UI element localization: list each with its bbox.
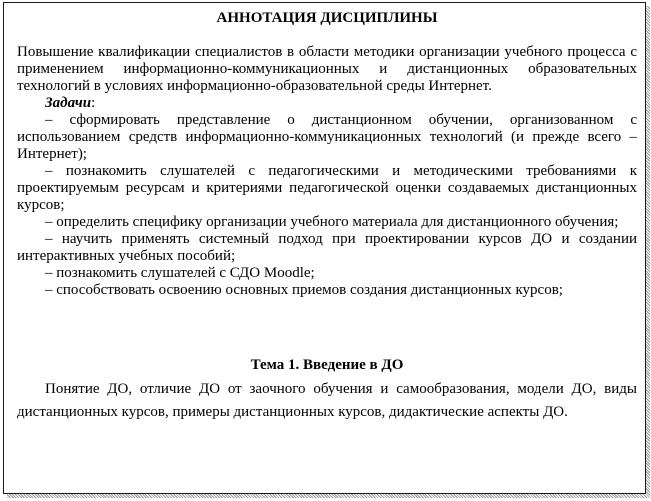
annotation-content xyxy=(17,10,637,424)
task-item: – научить применять системный подход при проектировании курсов ДО и создании интерактивных учебных пособий; xyxy=(17,231,637,264)
task-item: – познакомить слушателей с СДО Moodle; xyxy=(45,265,315,281)
tasks-label: Задачи xyxy=(45,95,92,111)
topic-body: Понятие ДО, отличие ДО от заочного обучения и самообразования, модели ДО, виды дистанционных курсов, примеры дистанционных курсов, дидактические аспекты ДО. xyxy=(17,381,637,420)
topic-title: Тема 1. Введение в ДО xyxy=(250,357,404,373)
task-item: – сформировать представление о дистанционном обучении, организованном с использованием средств информационно-коммуникационных технологий (и прежде всего – Интернет); xyxy=(17,112,637,162)
intro-paragraph: Повышение квалификации специалистов в области методики организации учебного процесса с применением информационно-коммуникационных и дистанционных образовательных технологий в условиях информационно-образовательной среды Интернет. xyxy=(17,44,637,94)
task-item: – познакомить слушателей с педагогическими и методическими требованиями к проектируемым ресурсам и критериями педагогической оценки создаваемых дистанционных курсов; xyxy=(17,163,637,213)
annotation-title: АННОТАЦИЯ ДИСЦИПЛИНЫ xyxy=(216,10,438,26)
tasks-heading xyxy=(17,95,637,112)
tasks-colon: : xyxy=(91,95,96,111)
task-item: – определить специфику организации учебного материала для дистанционного обучения; xyxy=(45,214,619,230)
task-item: – способствовать освоению основных приемов создания дистанционных курсов; xyxy=(45,282,563,298)
